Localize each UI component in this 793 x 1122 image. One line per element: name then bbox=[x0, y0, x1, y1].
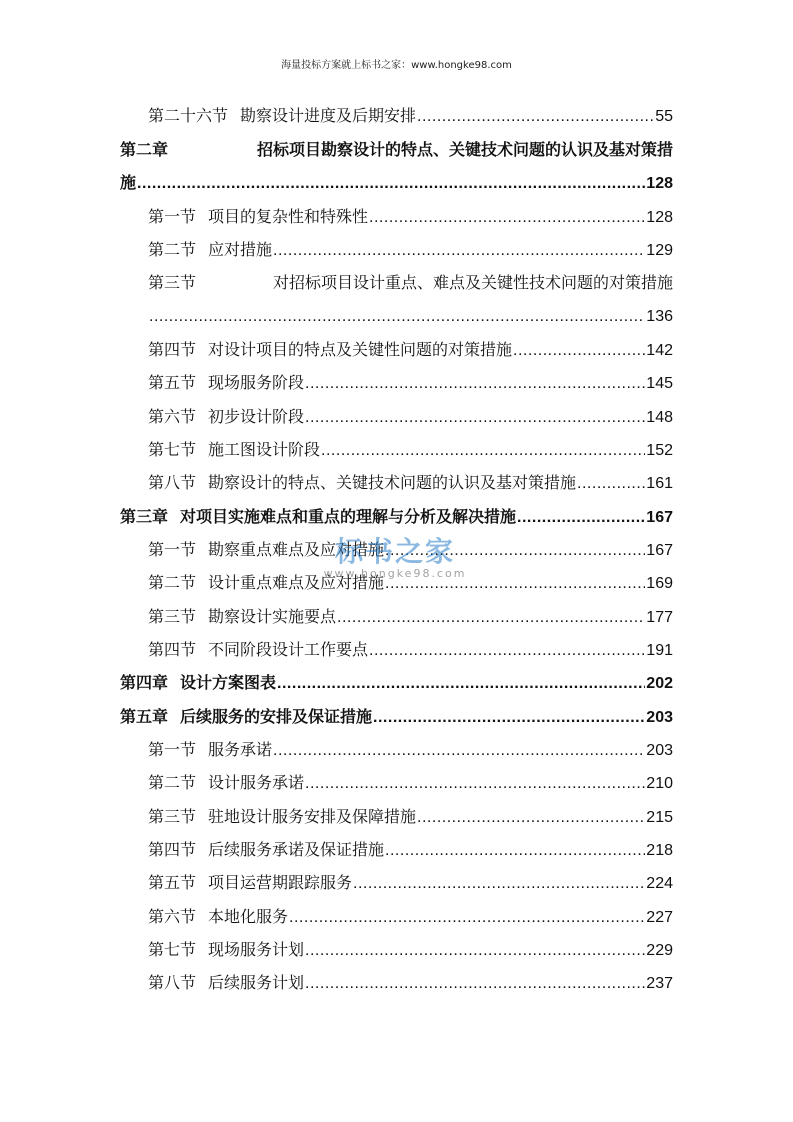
toc-entry-title: 后续服务的安排及保证措施 bbox=[180, 707, 373, 726]
toc-entry[interactable] bbox=[148, 105, 673, 128]
toc-leader-dots bbox=[305, 940, 645, 962]
toc-entry-title: 本地化服务 bbox=[208, 907, 289, 926]
toc-entry-page: 148 bbox=[646, 409, 673, 426]
toc-entry-page: 161 bbox=[646, 475, 673, 492]
toc-entry[interactable] bbox=[148, 972, 673, 995]
toc-entry-page: 142 bbox=[646, 342, 673, 359]
toc-entry-title: 设计方案图表 bbox=[180, 673, 277, 692]
toc-entry[interactable] bbox=[148, 472, 673, 495]
toc-entry[interactable] bbox=[148, 806, 673, 829]
toc-entry-page: 210 bbox=[646, 775, 673, 792]
toc-entry-page: 203 bbox=[646, 742, 673, 759]
toc-entry-title: 勘察设计进度及后期安排 bbox=[240, 106, 417, 125]
toc-entry-label: 第四节 bbox=[148, 840, 197, 859]
toc-entry-continuation[interactable] bbox=[120, 172, 673, 195]
watermark-url: www.hongke98.com bbox=[323, 567, 467, 580]
toc-entry[interactable] bbox=[148, 539, 673, 562]
toc-entry-label: 第八节 bbox=[148, 973, 197, 992]
toc-entry-title: 初步设计阶段 bbox=[208, 407, 305, 426]
toc-entry-page: 224 bbox=[646, 875, 673, 892]
toc-entry[interactable] bbox=[148, 639, 673, 662]
toc-entry-page: 218 bbox=[646, 842, 673, 859]
toc-entry-page: 167 bbox=[646, 509, 673, 526]
toc-entry[interactable] bbox=[148, 439, 673, 462]
toc-entry-title: 设计服务承诺 bbox=[208, 773, 305, 792]
toc-leader-dots bbox=[277, 673, 645, 695]
toc-entry-label: 第六节 bbox=[148, 907, 197, 926]
toc-leader-dots bbox=[321, 440, 645, 462]
toc-entry-title: 不同阶段设计工作要点 bbox=[208, 640, 369, 659]
toc-entry-label: 第三节 bbox=[148, 607, 197, 626]
toc-entry-page: 177 bbox=[646, 609, 673, 626]
toc-leader-dots bbox=[337, 607, 645, 629]
toc-entry-page: 237 bbox=[646, 975, 673, 992]
toc-leader-dots bbox=[273, 240, 645, 262]
toc-leader-dots bbox=[273, 740, 645, 762]
toc-entry-title: 后续服务计划 bbox=[208, 973, 305, 992]
toc-leader-dots bbox=[305, 373, 645, 395]
toc-leader-dots bbox=[289, 907, 645, 929]
toc-entry-title: 项目的复杂性和特殊性 bbox=[208, 207, 369, 226]
toc-entry[interactable] bbox=[148, 772, 673, 795]
toc-leader-dots bbox=[369, 207, 645, 229]
toc-entry-label: 第三节 bbox=[148, 273, 197, 292]
toc-leader-dots bbox=[369, 640, 645, 662]
toc-entry-title: 现场服务阶段 bbox=[208, 373, 305, 392]
toc-entry-title: 招标项目勘察设计的特点、关键技术问题的认识及基对策措 bbox=[256, 140, 673, 159]
toc-entry-title: 对招标项目设计重点、难点及关键性技术问题的对策措施 bbox=[272, 273, 673, 292]
toc-entry[interactable] bbox=[148, 572, 673, 595]
toc-leader-dots bbox=[373, 707, 645, 729]
toc-entry-label: 第二节 bbox=[148, 240, 197, 259]
toc-leader-dots bbox=[385, 840, 645, 862]
toc-entry-label: 第一节 bbox=[148, 540, 197, 559]
toc-entry-title: 勘察重点难点及应对措施 bbox=[208, 540, 385, 559]
toc-leader-dots bbox=[417, 807, 645, 829]
toc-entry[interactable] bbox=[148, 372, 673, 395]
toc-entry-title: 对项目实施难点和重点的理解与分析及解决措施 bbox=[180, 507, 517, 526]
toc-entry-page: 202 bbox=[646, 675, 673, 692]
watermark-title: 标书之家 bbox=[334, 535, 455, 568]
toc-entry-label: 第四节 bbox=[148, 340, 197, 359]
toc-leader-dots bbox=[417, 106, 654, 128]
toc-entry-title: 勘察设计的特点、关键技术问题的认识及基对策措施 bbox=[208, 473, 577, 492]
toc-entry-title: 现场服务计划 bbox=[208, 940, 305, 959]
toc-entry-title: 勘察设计实施要点 bbox=[208, 607, 337, 626]
toc-leader-dots bbox=[149, 306, 645, 328]
toc-entry-label: 第五节 bbox=[148, 373, 197, 392]
toc-entry-page: 152 bbox=[646, 442, 673, 459]
toc-entry-page: 129 bbox=[646, 242, 673, 259]
toc-entry-title: 施工图设计阶段 bbox=[208, 440, 321, 459]
toc-entry-page: 136 bbox=[646, 308, 673, 325]
toc-entry-page: 227 bbox=[646, 909, 673, 926]
toc-entry-label: 第六节 bbox=[148, 407, 197, 426]
toc-entry-page: 167 bbox=[646, 542, 673, 559]
toc-entry-title: 设计重点难点及应对措施 bbox=[208, 573, 385, 592]
toc-entry-label: 第八节 bbox=[148, 473, 197, 492]
toc-entry-label: 第二章 bbox=[120, 140, 169, 159]
toc-entry-label: 第一节 bbox=[148, 207, 197, 226]
toc-entry-label: 第五节 bbox=[148, 873, 197, 892]
toc-leader-dots bbox=[353, 873, 645, 895]
toc-entry-label: 第四节 bbox=[148, 640, 197, 659]
toc-entry-page: 169 bbox=[646, 575, 673, 592]
toc-entry-label: 第三章 bbox=[120, 507, 169, 526]
toc-entry-label: 第四章 bbox=[120, 673, 169, 692]
toc-entry-title: 应对措施 bbox=[208, 240, 273, 259]
toc-entry[interactable] bbox=[148, 606, 673, 629]
toc-entry-page: 128 bbox=[646, 175, 673, 192]
toc-entry-label: 第七节 bbox=[148, 440, 197, 459]
toc-entry[interactable] bbox=[148, 872, 673, 895]
toc-entry-title: 服务承诺 bbox=[208, 740, 273, 759]
toc-entry-title: 后续服务承诺及保证措施 bbox=[208, 840, 385, 859]
toc-entry-page: 128 bbox=[646, 209, 673, 226]
toc-entry[interactable] bbox=[120, 506, 673, 529]
toc-entry[interactable] bbox=[120, 139, 673, 161]
toc-leader-dots bbox=[137, 173, 645, 195]
toc-leader-dots bbox=[577, 473, 645, 495]
toc-entry-page: 203 bbox=[646, 709, 673, 726]
toc-entry-title: 项目运营期跟踪服务 bbox=[208, 873, 353, 892]
toc-leader-dots bbox=[305, 773, 645, 795]
toc-leader-dots bbox=[305, 407, 645, 429]
toc-entry[interactable] bbox=[148, 739, 673, 762]
toc-entry-label: 第二节 bbox=[148, 773, 197, 792]
toc-leader-dots bbox=[385, 573, 645, 595]
toc-entry-page: 55 bbox=[655, 108, 673, 125]
toc-entry-label: 第七节 bbox=[148, 940, 197, 959]
toc-leader-dots bbox=[385, 540, 645, 562]
toc-entry[interactable] bbox=[148, 239, 673, 262]
toc-entry-page: 191 bbox=[646, 642, 673, 659]
toc-entry[interactable] bbox=[148, 939, 673, 962]
toc-entry[interactable] bbox=[148, 272, 673, 294]
toc-entry[interactable] bbox=[120, 672, 673, 695]
toc-entry[interactable] bbox=[148, 339, 673, 362]
toc-entry-label: 第二十六节 bbox=[148, 106, 229, 125]
toc-entry-title: 驻地设计服务安排及保障措施 bbox=[208, 807, 417, 826]
toc-entry-page: 145 bbox=[646, 375, 673, 392]
toc-entry-label: 第二节 bbox=[148, 573, 197, 592]
toc-entry-label: 第三节 bbox=[148, 807, 197, 826]
toc-leader-dots bbox=[517, 507, 645, 529]
toc-entry-label: 第一节 bbox=[148, 740, 197, 759]
toc-entry-page: 215 bbox=[646, 809, 673, 826]
toc-entry[interactable] bbox=[148, 206, 673, 229]
toc-entry-title: 对设计项目的特点及关键性问题的对策措施 bbox=[208, 340, 513, 359]
toc-leader-dots bbox=[305, 973, 645, 995]
toc-entry-title-continued: 施 bbox=[120, 173, 137, 192]
toc-leader-dots bbox=[513, 340, 645, 362]
toc-entry[interactable] bbox=[148, 406, 673, 429]
page-header: 海量投标方案就上标书之家：www.hongke98.com bbox=[281, 60, 512, 71]
toc-entry-continuation[interactable] bbox=[148, 306, 673, 328]
toc-entry[interactable] bbox=[148, 839, 673, 862]
toc-entry-page: 229 bbox=[646, 942, 673, 959]
toc-entry-label: 第五章 bbox=[120, 707, 169, 726]
toc-entry[interactable] bbox=[120, 706, 673, 729]
toc-entry[interactable] bbox=[148, 906, 673, 929]
